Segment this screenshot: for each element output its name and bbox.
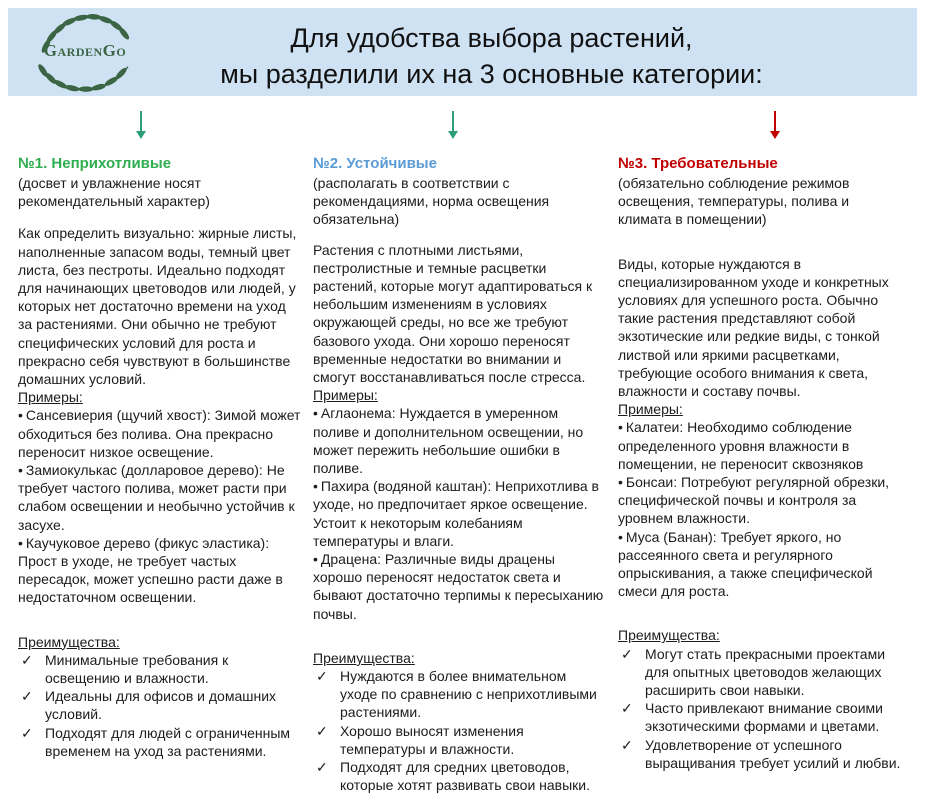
example-item (618, 528, 906, 601)
check-icon: ✓ (316, 759, 328, 776)
example-item (18, 406, 301, 461)
category-column-unpretentious (18, 154, 301, 795)
example-item (618, 473, 906, 528)
advantage-item (313, 758, 606, 794)
logo-text: GardenGo (43, 41, 127, 61)
example-text: Бонсаи: Потребуют регулярной обрезки, специфической почвы и контроля за уровнем влажности. (618, 474, 890, 527)
advantage-item (18, 687, 301, 723)
example-item (618, 418, 906, 473)
advantages-label: Преимущества: (618, 627, 720, 644)
bullet-icon: • (18, 462, 23, 479)
check-icon: ✓ (21, 724, 33, 741)
advantage-text: Удовлетворение от успешного выращивания требует усилий и любви. (645, 736, 901, 771)
example-text: Драцена: Различные виды драцены хорошо переносят недостаток света и бывают достаточно терпимы к пересыханию почвы. (313, 551, 604, 622)
category-heading: №3. Требовательные (618, 155, 778, 172)
advantage-text: Идеальны для офисов и домашних условий. (45, 688, 277, 723)
check-icon: ✓ (621, 700, 633, 717)
advantage-item (18, 724, 301, 760)
category-subtitle: (располагать в соответствии с рекомендациями, норма освещения обязательна) (313, 175, 550, 228)
advantage-item (618, 645, 906, 700)
advantage-text: Часто привлекают внимание своими экзотическими формами и цветами. (645, 700, 883, 735)
advantage-item (313, 722, 606, 758)
example-text: Аглаонема: Нуждается в умеренном поливе и дополнительном освещении, но может пережить небольшие ошибки в поливе. (313, 405, 584, 477)
bullet-icon: • (18, 534, 23, 551)
example-text: Пахира (водяной каштан): Неприхотлива в уходе, но предпочитает яркое освещение. Устоит к некоторым колебаниям температуры и влаги. (313, 478, 599, 549)
header-banner (8, 8, 917, 96)
category-heading: №1. Неприхотливые (18, 155, 172, 172)
example-text: Калатеи: Необходимо соблюдение определенного уровня влажности в помещении, не переносит сквозняков (618, 419, 864, 472)
bullet-icon: • (313, 405, 318, 422)
advantage-text: Могут стать прекрасными проектами для опытных цветоводов желающих расширить свои навыки. (645, 645, 886, 699)
check-icon: ✓ (316, 722, 328, 739)
advantage-text: Минимальные требования к освещению и влажности. (45, 651, 229, 687)
example-item (18, 461, 301, 534)
bullet-icon: • (618, 419, 623, 436)
title-line-2: мы разделили их на 3 основные категории: (220, 59, 763, 89)
example-item (313, 404, 606, 477)
example-item (313, 550, 606, 623)
title-line-1: Для удобства выбора растений, (290, 23, 693, 53)
categories-container (18, 154, 906, 795)
bullet-icon: • (313, 478, 318, 495)
bullet-icon: • (313, 551, 318, 568)
advantage-item (618, 699, 906, 735)
example-text: Замиокулькас (долларовое дерево): Не требует частого полива, может расти при слабом освещении и необычно устойчив к засухе. (18, 462, 295, 533)
check-icon: ✓ (21, 651, 33, 668)
advantage-text: Хорошо выносят изменения температуры и влажности. (340, 722, 524, 757)
advantage-item (313, 667, 606, 722)
category-subtitle: (обязательно соблюдение режимов освещения, температуры, полива и климата в помещении) (618, 175, 850, 228)
example-text: Сансевиерия (щучий хвост): Зимой может обходиться без полива. Она прекрасно переносит низкое освещение. (18, 407, 301, 460)
category-subtitle: (досвет и увлажнение носят рекомендательный характер) (18, 175, 210, 210)
category-heading: №2. Устойчивые (313, 155, 437, 172)
examples-label: Примеры: (618, 401, 683, 418)
check-icon: ✓ (621, 736, 633, 753)
arrow-down-icon-category-3 (769, 111, 781, 139)
check-icon: ✓ (621, 645, 633, 662)
advantage-text: Подходят для людей с ограниченным временем на уход за растениями. (45, 724, 291, 759)
bullet-icon: • (618, 528, 623, 545)
category-column-resilient (313, 154, 606, 795)
bullet-icon: • (618, 474, 623, 491)
examples-label: Примеры: (18, 389, 83, 406)
example-text: Муса (Банан): Требует яркого, но рассеянного света и регулярного опрыскивания, а также специфической смеси для роста. (618, 528, 873, 600)
advantage-item (618, 736, 906, 772)
advantage-item (18, 651, 301, 687)
page-title (8, 20, 917, 92)
advantage-text: Нуждаются в более внимательном уходе по сравнению с неприхотливыми растениями. (340, 668, 597, 721)
bullet-icon: • (18, 407, 23, 424)
example-item (313, 477, 606, 550)
category-column-demanding (618, 154, 906, 795)
arrow-down-icon-category-1 (135, 111, 147, 139)
example-text: Каучуковое дерево (фикус эластика): Прост в уходе, не требует частых пересадок, может успешно расти даже в недостаточном освещении. (18, 534, 283, 606)
advantage-text: Подходят для средних цветоводов, которые хотят развивать свои навыки. (340, 759, 591, 794)
category-description: Как определить визуально: жирные листы, наполненные запасом воды, темный цвет листа, без пестроты. Идеально подходят для начинающих цветоводов или людей, у которых нет достаточно времени на уход за растениями. Они обычно не требуют специфических условий для роста и прекрасно себя чувствуют в большинстве домашних условий. (18, 225, 297, 388)
examples-label: Примеры: (313, 387, 378, 404)
advantages-label: Преимущества: (313, 649, 415, 666)
advantages-label: Преимущества: (18, 633, 120, 650)
example-item (18, 534, 301, 607)
category-description: Виды, которые нуждаются в специализированном уходе и конкретных условиях для успешного роста. Обычно такие растения представляют собой экзотические или редкие виды, с тонкой листвой или яркими расцветками, требующие особого внимания к света, влажности и составу почвы. (618, 255, 889, 400)
category-description: Растения с плотными листьями, пестролистные и темные расцветки растений, которые могут адаптироваться к небольшим изменениям в условиях окружающей среды, но все же требуют базового ухода. Они хорошо переносят временные недостатки во внимании и смогут восстанавливаться после стресса. (313, 241, 593, 386)
arrow-down-icon-category-2 (447, 111, 459, 139)
check-icon: ✓ (21, 688, 33, 705)
check-icon: ✓ (316, 668, 328, 685)
